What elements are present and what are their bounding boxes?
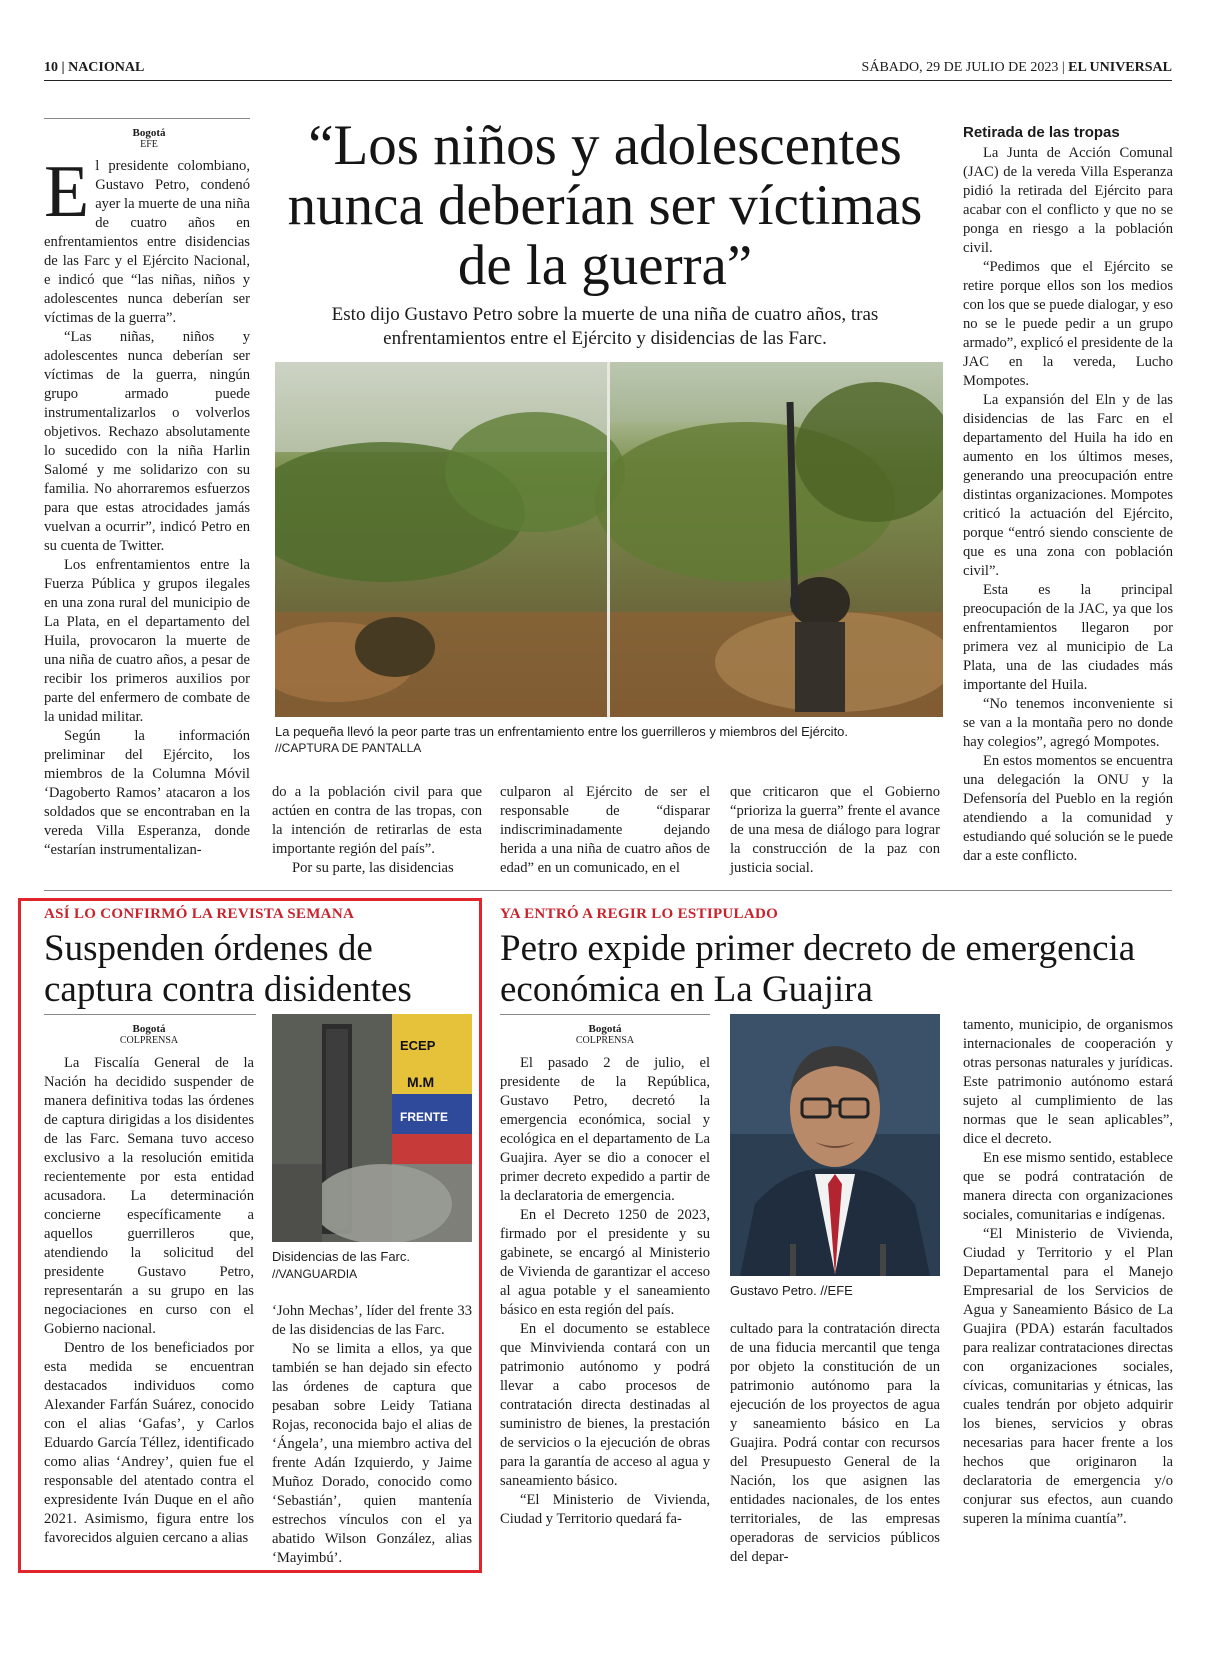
main-photo-credit: //CAPTURA DE PANTALLA — [275, 741, 422, 755]
soldier-patch-icon — [272, 1014, 472, 1242]
left-photo — [272, 1014, 472, 1242]
right-headline: Petro expide primer decreto de emergencia económica en La Guajira — [500, 928, 1136, 1010]
main-col1-p4: Según la información preliminar del Ejército, los miembros de la Columna Móvil ‘Dagoberto Ramos’ atacaron a los soldados que se encontraban en la vereda Villa Esperanza, donde “estarían instrumentalizan- — [44, 728, 250, 858]
jungle-scene-icon — [275, 362, 943, 717]
sidebar-p2: “Pedimos que el Ejército se retire porque ellos son los medios con los que se puede dialogar, y eso no se le puede pedir a un grupo armado”, explicó el presidente de la JAC en la vereda, Lucho Mompotes. — [963, 259, 1173, 389]
right-col1-p4: “El Ministerio de Vivienda, Ciudad y Territorio quedará fa- — [500, 1492, 710, 1527]
sidebar-p4: Esta es la principal preocupación de la JAC, ya que los enfrentamientos llegaron por primera vez al municipio de La Plata, una de las ciudades más importante del Huila. — [963, 582, 1173, 693]
left-dateline — [104, 1023, 194, 1047]
main-dropcap: E — [44, 151, 90, 233]
main-deck: Esto dijo Gustavo Petro sobre la muerte de una niña de cuatro años, tras enfrentamientos entre el Ejército y disidencias de las Farc. — [331, 304, 879, 349]
left-photo-credit: //VANGUARDIA — [272, 1267, 358, 1281]
right-dateline-agency: COLPRENSA — [575, 1035, 635, 1046]
col-rule — [44, 118, 250, 119]
main-photo — [275, 362, 943, 717]
right-col-1 — [500, 1054, 710, 1529]
sidebar-p3: La expansión del Eln y de las disidencias de las Farc en el departamento del Huila ha ido en aumento en los últimos meses, generando una preocupación entre distintas organizaciones. Mompotes criticó la actuación del Ejército, porque “entró siendo consciente de que es una zona con población civil”. — [963, 392, 1173, 579]
main-col1-p1 — [44, 151, 250, 328]
left-col1-p2: Dentro de los beneficiados por esta medida se encuentran destacados individuos como Alexander Farfán Suárez, conocido con el alias ‘Gafas’, y Carlos Eduardo García Téllez, identificado como alias ‘Andrey’, quien fue el responsable del atentado contra el expresidente Iván Duque en el año 2021. Asimismo, figura entre los favorecidos alguien cercano a alias — [44, 1340, 254, 1546]
right-dateline — [560, 1023, 650, 1047]
header-date-paper — [862, 60, 1172, 76]
main-col2-p1: do a la población civil para que actúen en contra de las tropas, con la intención de retirarlas de esta importante región del país”. — [272, 784, 482, 857]
sidebar-p5: “No tenemos inconveniente si se van a la montaña pero no donde hay colegios”, agregó Mompotes. — [963, 696, 1173, 750]
right-photo-caption: Gustavo Petro. //EFE — [730, 1283, 853, 1298]
main-col3-p1: culparon al Ejército de ser el responsable de “disparar indiscriminadamente dejando herida a una niña de cuatro años de edad” en un comunicado, en el — [500, 784, 710, 876]
col-rule — [44, 1014, 256, 1015]
patch-text-2: M.M — [407, 1074, 435, 1090]
right-col2-p1: cultado para la contratación directa de una fiducia mercantil que tenga por objeto la constitución de un patrimonio autónomo para la ejecución de los proyectos de agua y saneamiento básico en La Guajira. Podrá contar con recursos del Presupuesto General de la Nación, los que asignen las entidades nacionales, de los entes territoriales, de las empresas operadoras de servicios públicos del depar- — [730, 1321, 940, 1565]
sidebar-title: Retirada de las tropas — [963, 124, 1120, 141]
main-headline: “Los niños y adolescentes nunca deberían ser víctimas de la guerra” — [287, 114, 923, 297]
left-col2-p1: ‘John Mechas’, líder del frente 33 de las disidencias de las Farc. — [272, 1303, 472, 1338]
main-col1-p2: “Las niñas, niños y adolescentes nunca deberían ser víctimas de la guerra, ningún grupo armado puede instrumentalizarlos o volverlos objetivos. Rechazo absolutamente lo sucedido con la niña Harlin Salomé y me solidarizo con su familia. No ahorraremos esfuerzos para que estas atrocidades jamás vuelvan a ocurrir”, indicó Petro en su cuenta de Twitter. — [44, 329, 250, 554]
left-headline: Suspenden órdenes de captura contra disidentes — [44, 928, 412, 1010]
left-col-2 — [272, 1302, 472, 1568]
right-col-2 — [730, 1320, 940, 1567]
left-photo-caption-text: Disidencias de las Farc. — [272, 1249, 410, 1264]
header-date: SÁBADO, 29 DE JULIO DE 2023 | — [861, 60, 1065, 75]
left-col1-p1: La Fiscalía General de la Nación ha decidido suspender de manera definitiva todas las órdenes de captura dirigidas a los disidentes de las Farc. Semana tuvo acceso exclusivo a la resolución emitida recientemente por esta entidad acusadora. La determinación concierne específicamente a aquellos guerrilleros que, atendiendo la solicitud del presidente Gustavo Petro, representarán a su grupo en las negociaciones en curso con el Gobierno nacional. — [44, 1055, 254, 1337]
right-col1-p3: En el documento se establece que Minvivienda contará con un patrimonio autónomo y podrá llevar a cabo procesos de contratación directa destinadas al suministro de bienes, la prestación de servicios o la ejecución de obras para la garantía de acceso al agua y saneamiento básico. — [500, 1321, 710, 1489]
main-col4-p1: que criticaron que el Gobierno “prioriza la guerra” frente el avance de una mesa de diálogo para lograr la construcción de la paz con justicia social. — [730, 784, 940, 876]
page-section: 10 | NACIONAL — [44, 60, 145, 75]
sidebar-p1: La Junta de Acción Comunal (JAC) de la vereda Villa Esperanza pidió la retirada del Ejército para acabar con el conflicto y que no se ponga en riesgo a la población civil. — [963, 145, 1173, 256]
main-col-1 — [44, 151, 250, 860]
sidebar-p6: En estos momentos se encuentra una delegación la ONU y la Defensoría del Pueblo en la región atendiendo a la comunidad y estudiando qué solución se le puede dar a este conflicto. — [963, 753, 1173, 864]
main-photo-caption-text: La pequeña llevó la peor parte tras un enfrentamiento entre los guerrilleros y miembros del Ejército. — [275, 724, 849, 739]
right-col3-p1: tamento, municipio, de organismos internacionales de cooperación y otras personas naturales y jurídicas. Este patrimonio autónomo estará sujeto al cumplimiento de las normas que le sean aplicables”, dice el decreto. — [963, 1017, 1173, 1147]
left-dateline-city: Bogotá — [132, 1023, 166, 1035]
left-col2-p2: No se limita a ellos, ya que también se han dejado sin efecto las órdenes de captura que pesaban sobre Leidy Tatiana Rojas, reconocida bajo el alias de ‘Ángela’, una miembro activa del frente Adán Izquierdo, y Jaime Muñoz Dorado, conocido como ‘Sebastián’, quien mantenía estrechos vínculos con el ya abatido Wilson González, alias ‘Mayimbú’. — [272, 1341, 472, 1566]
right-col1-p1: El pasado 2 de julio, el presidente de la República, Gustavo Petro, decretó la emergencia económica, social y ecológica en el departamento de La Guajira. Ayer se dio a conocer el primer decreto expedido a partir de la declaratoria de emergencia. — [500, 1055, 710, 1204]
main-sidebar — [963, 123, 1173, 866]
col-rule — [500, 1014, 710, 1015]
page-header — [44, 58, 1172, 81]
main-col2-p2: Por su parte, las disidencias — [292, 860, 454, 876]
right-col3-p3: “El Ministerio de Vivienda, Ciudad y Territorio y el Plan Departamental para el Manejo Empresarial de los Servicios de Agua y Saneamiento Básico de La Guajira (PDA) estarán facultados para realizar contrataciones directas con organizaciones sociales, cívicas, comunitarias y étnicas, las cuales tendrán por objeto adquirir los bienes, servicios y obras necesarias para hacer frente a los hechos que originaron la declaratoria de emergencia y/o conjurar sus efectos, aun cuando superen la mínima cuantía”. — [963, 1226, 1173, 1527]
right-photo — [730, 1014, 940, 1276]
right-kicker: YA ENTRÓ A REGIR LO ESTIPULADO — [500, 906, 779, 922]
petro-portrait-icon — [730, 1014, 940, 1276]
header-paper: EL UNIVERSAL — [1068, 60, 1172, 75]
patch-text-3: FRENTE — [400, 1110, 448, 1124]
main-col-2 — [272, 783, 482, 878]
left-col-1 — [44, 1054, 254, 1548]
main-photo-caption — [275, 723, 955, 757]
right-dateline-city: Bogotá — [588, 1023, 622, 1035]
patch-text-1: ECEP — [400, 1038, 436, 1053]
main-col-4 — [730, 783, 940, 878]
right-col1-p2: En el Decreto 1250 de 2023, firmado por el presidente y su gabinete, se encargó al Ministerio de Vivienda de garantizar el acceso al agua potable y el saneamiento básico en esta región del país. — [500, 1207, 710, 1318]
main-dateline-city: Bogotá — [132, 127, 166, 139]
right-col-3 — [963, 1016, 1173, 1529]
main-col1-p1-text: l presidente colombiano, Gustavo Petro, condenó ayer la muerte de una niña de cuatro años en enfrentamientos entre disidencias de las Farc y el Ejército Nacional, e indicó que “las niñas, niños y adolescentes nunca deberían ser víctimas de la guerra”. — [44, 158, 250, 326]
main-col-3 — [500, 783, 710, 878]
right-col3-p2: En ese mismo sentido, establece que se podrá contratación de manera directa con organizaciones sociales, comunitarias e indígenas. — [963, 1150, 1173, 1223]
left-photo-caption — [272, 1248, 472, 1283]
main-dateline-agency: EFE — [140, 139, 158, 150]
left-dateline-agency: COLPRENSA — [119, 1035, 179, 1046]
main-dateline — [104, 127, 194, 151]
section-divider — [44, 890, 1172, 891]
main-col1-p3: Los enfrentamientos entre la Fuerza Pública y grupos ilegales en una zona rural del municipio de La Plata, en el departamento del Huila, provocaron la muerte de una niña de cuatro años, a pesar de recibir los primeros auxilios por parte del enfermero de combate de la unidad militar. — [44, 557, 250, 725]
left-kicker: ASÍ LO CONFIRMÓ LA REVISTA SEMANA — [44, 906, 355, 922]
